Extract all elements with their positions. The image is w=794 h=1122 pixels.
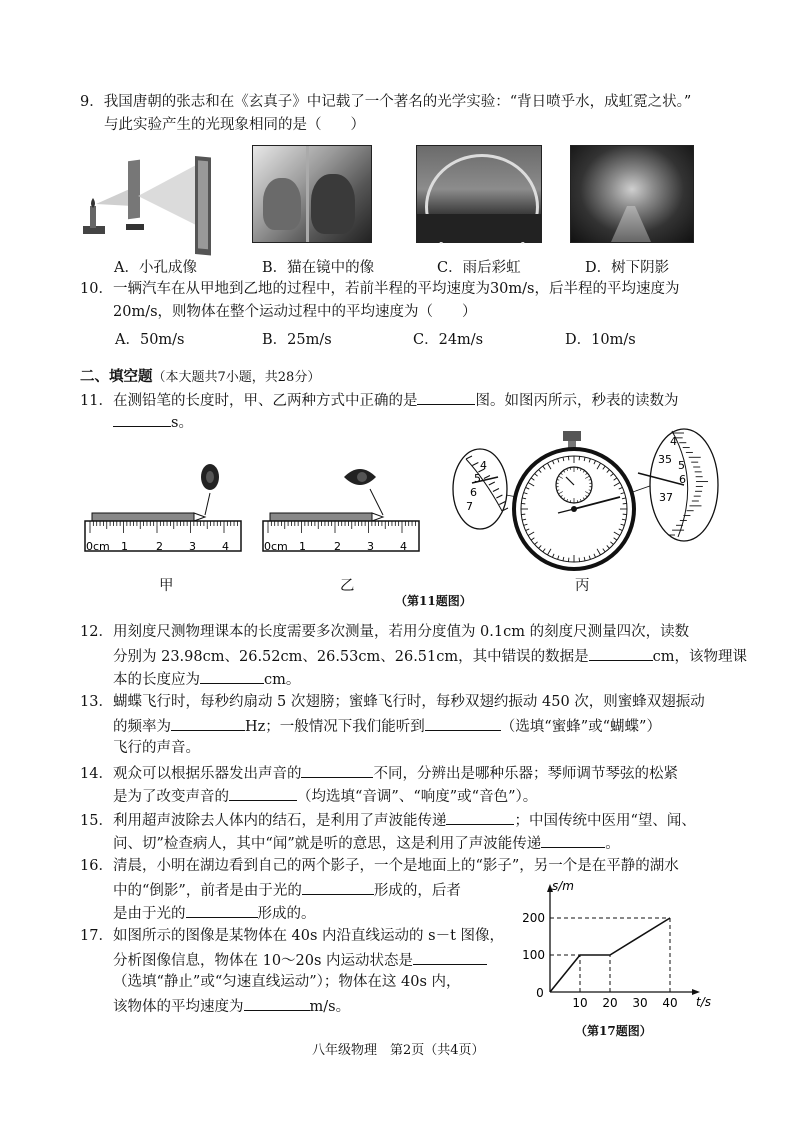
q10-option-b: B．25m/s	[262, 332, 332, 348]
q10-line1: 10．一辆汽车在从甲地到乙地的过程中，若前半程的平均速度为30m/s，后半程的平均速度为	[80, 281, 680, 297]
q16-text-c: 是由于光的	[113, 906, 186, 922]
q12-line2	[113, 646, 747, 666]
ruler-figure-jia	[84, 455, 244, 570]
q11-figure-caption: （第11题图）	[395, 594, 472, 608]
label-jia: 甲	[159, 578, 174, 594]
second-dial-label: 5	[678, 459, 685, 472]
minute-dial-label: 6	[470, 486, 477, 499]
q17-line2	[113, 950, 487, 970]
section-title: 二、填空题	[80, 368, 153, 385]
q16-text-d: 形成的。	[257, 906, 316, 922]
q14-blank-1	[301, 763, 373, 778]
second-dial-label: 35	[658, 453, 672, 466]
ruler-label: 1	[121, 540, 128, 553]
x-tick-label: 20	[602, 996, 618, 1010]
q12-line1: 12．用刻度尺测物理课本的长度需要多次测量，若用分度值为 0.1cm 的刻度尺测量四次，读数	[80, 624, 690, 640]
x-tick-label: 40	[662, 996, 678, 1010]
q13-blank-2	[425, 716, 501, 731]
ruler-label: 2	[156, 540, 163, 553]
second-dial-label: 37	[659, 491, 673, 504]
q16-line2	[113, 880, 461, 900]
q13-line2	[113, 716, 661, 736]
q13-text-b: Hz；一般情况下我们能听到	[245, 719, 425, 735]
q13-line1: 13．蝴蝶飞行时，每秒约扇动 5 次翅膀；蜜蜂飞行时，每秒双翅约振动 450 次，则蜜蜂双翅振动	[80, 694, 705, 710]
ruler-figure-yi	[262, 455, 422, 570]
x-axis-label: t/s	[696, 995, 711, 1009]
second-dial-label: 6	[679, 473, 686, 486]
q11-blank-2	[113, 412, 171, 427]
q16-line1: 16．清晨，小明在湖边看到自己的两个影子，一个是地面上的“影子”，另一个是在平静的湖水	[80, 858, 679, 874]
x-tick-label: 30	[632, 996, 648, 1010]
x-tick-label: 10	[572, 996, 588, 1010]
second-dial-label: 4	[670, 435, 677, 448]
minute-dial-label: 7	[466, 500, 473, 513]
q12-line3	[113, 669, 300, 689]
q9-option-a: A．小孔成像	[114, 260, 197, 276]
q11-line1	[80, 390, 678, 410]
ruler-label: 4	[222, 540, 229, 553]
q11-blank-1	[417, 390, 475, 405]
y-axis-label: s/m	[552, 879, 574, 893]
y-tick-label: 200	[522, 911, 545, 925]
section-note: （本大题共7小题，共28分）	[152, 370, 321, 385]
page-footer: 八年级物理 第2页（共4页）	[312, 1043, 485, 1058]
q11-line2	[113, 412, 193, 432]
rainbow-photo	[416, 145, 542, 243]
q13-blank-1	[171, 716, 245, 731]
q17-line3: （选填“静止”或“匀速直线运动”）；物体在这 40s 内，	[113, 974, 461, 990]
minute-dial-label: 5	[474, 472, 481, 485]
ruler-label: 0cm	[264, 540, 288, 553]
y-tick-label: 100	[522, 948, 545, 962]
q17-figure-caption: （第17题图）	[575, 1024, 652, 1038]
ruler-label: 1	[299, 540, 306, 553]
q15-line2	[113, 833, 620, 853]
q17-text-b: 该物体的平均速度为	[113, 999, 244, 1015]
q14-text-a: 14．观众可以根据乐器发出声音的	[80, 766, 302, 782]
q14-text-c: 是为了改变声音的	[113, 789, 229, 805]
q14-line2	[113, 786, 537, 806]
q15-line1	[80, 810, 696, 830]
q15-text-a: 15．利用超声波除去人体内的结石，是利用了声波能传递	[80, 813, 447, 829]
q11-text-a: 11．在测铅笔的长度时，甲、乙两种方式中正确的是	[80, 393, 418, 409]
cat-mirror-photo	[252, 145, 372, 243]
q15-text-d: 。	[605, 836, 620, 852]
q10-line2: 20m/s，则物体在整个运动过程中的平均速度为（ ）	[113, 304, 477, 320]
q9-line2: 与此实验产生的光现象相同的是（ ）	[104, 117, 365, 133]
tree-shadow-photo	[570, 145, 694, 243]
q12-blank-1	[589, 646, 653, 661]
q10-option-c: C．24m/s	[413, 332, 484, 348]
q14-line1	[80, 763, 678, 783]
label-yi: 乙	[340, 578, 355, 594]
q12-blank-2	[200, 669, 264, 684]
q16-line3	[113, 903, 316, 923]
q17-text-a: 分析图像信息，物体在 10～20s 内运动状态是	[113, 953, 414, 969]
q11-text-c: s。	[171, 415, 193, 431]
q9-option-b: B．猫在镜中的像	[262, 260, 375, 276]
q17-line1: 17．如图所示的图像是某物体在 40s 内沿直线运动的 s－t 图像，	[80, 928, 505, 944]
q9-line1: 9．我国唐朝的张志和在《玄真子》中记载了一个著名的光学实验：“背日喷乎水，成虹霓之状。”	[80, 94, 692, 110]
q16-text-b: 形成的，后者	[373, 883, 461, 899]
minute-dial-label: 4	[480, 459, 487, 472]
q9-option-d: D．树下阴影	[585, 260, 670, 276]
q14-text-b: 不同，分辨出是哪种乐器；琴师调节琴弦的松紧	[373, 766, 678, 782]
q16-blank-2	[186, 903, 258, 918]
ruler-label: 3	[367, 540, 374, 553]
q17-text-c: m/s。	[309, 999, 351, 1015]
q16-blank-1	[302, 880, 374, 895]
q10-option-d: D．10m/s	[565, 332, 636, 348]
s-t-chart	[510, 879, 711, 1020]
q14-text-d: （均选填“音调”、“响度”或“音色”）。	[297, 789, 538, 805]
section-heading	[80, 368, 320, 387]
q14-blank-2	[229, 786, 297, 801]
q11-text-b: 图。如图丙所示，秒表的读数为	[475, 393, 679, 409]
q12-text-c: 本的长度应为	[113, 672, 200, 688]
ruler-label: 3	[189, 540, 196, 553]
q17-blank-1	[413, 950, 487, 965]
q12-text-d: cm。	[264, 672, 301, 688]
q15-blank-1	[446, 810, 514, 825]
ruler-label: 0cm	[86, 540, 110, 553]
ruler-label: 2	[334, 540, 341, 553]
q13-text-a: 的频率为	[113, 719, 171, 735]
q10-option-a: A．50m/s	[115, 332, 185, 348]
q12-text-a: 分别为 23.98cm、26.52cm、26.53cm、26.51cm，其中错误的数据是	[113, 649, 589, 665]
q17-blank-2	[244, 996, 310, 1011]
q17-line4	[113, 996, 350, 1016]
q13-line3: 飞行的声音。	[113, 740, 200, 756]
q15-text-b: ；中国传统中医用“望、闻、	[514, 813, 696, 829]
q9-option-c: C．雨后彩虹	[437, 260, 521, 276]
pinhole-imaging-figure	[80, 140, 220, 248]
q16-text-a: 中的“倒影”，前者是由于光的	[113, 883, 302, 899]
q12-text-b: cm，该物理课	[652, 649, 748, 665]
q15-text-c: 问、切”检查病人，其中“闻”就是听的意思，这是利用了声波能传递	[113, 836, 542, 852]
q15-blank-2	[541, 833, 605, 848]
label-bing: 丙	[575, 578, 590, 594]
origin-label: 0	[536, 986, 544, 1000]
ruler-label: 4	[400, 540, 407, 553]
q13-text-c: （选填“蜜蜂”或“蝴蝶”）	[500, 719, 661, 735]
stopwatch-figure	[452, 425, 722, 585]
